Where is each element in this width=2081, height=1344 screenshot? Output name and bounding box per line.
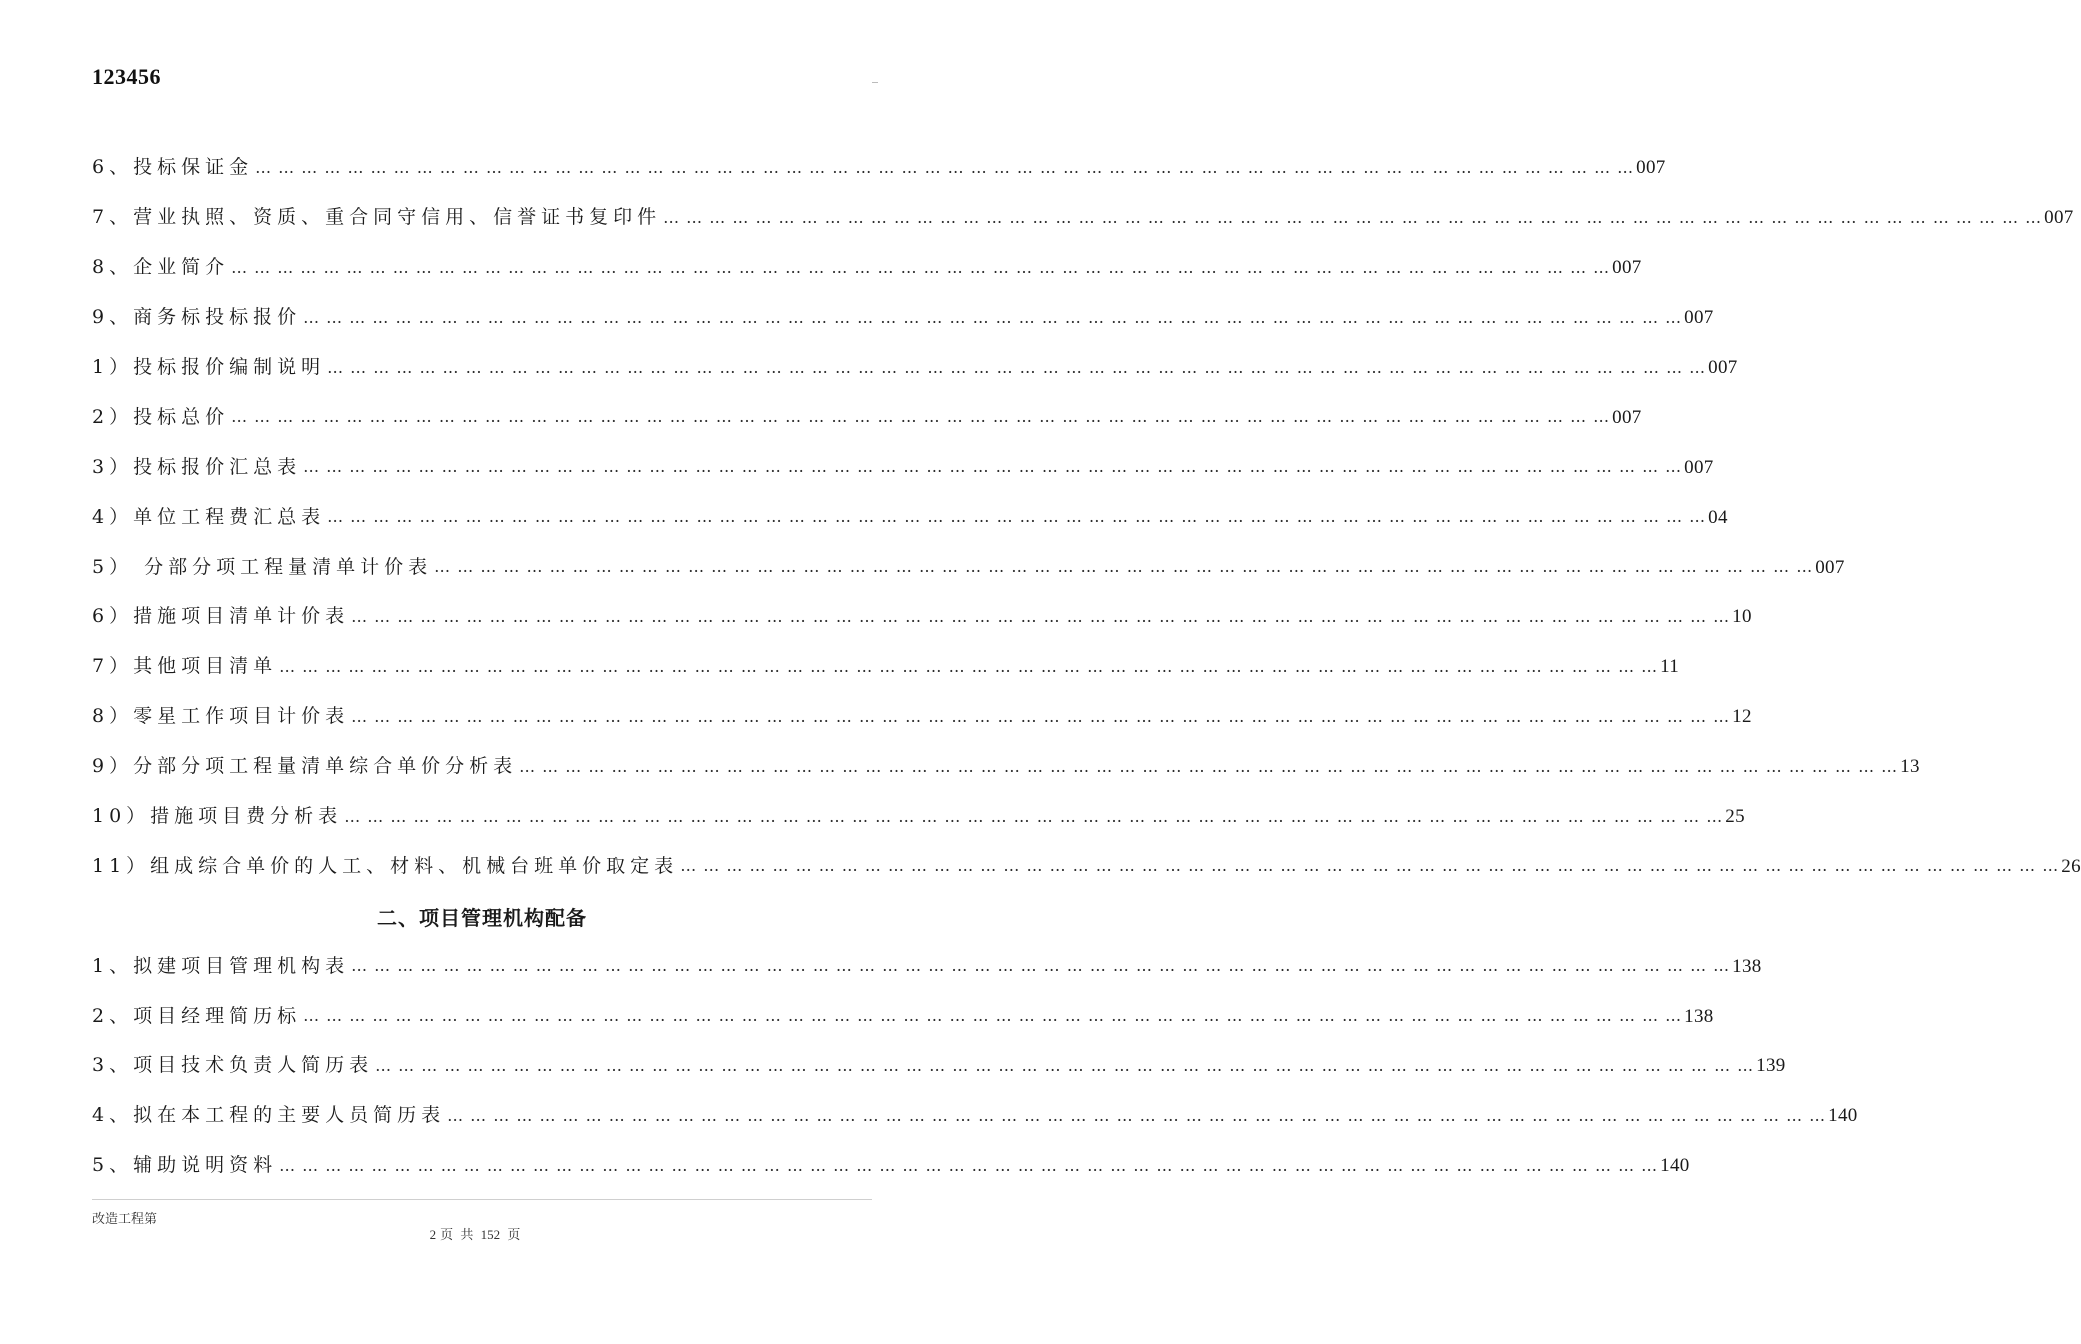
toc-entry[interactable]: [92, 991, 1714, 1041]
toc-entry-page: 007: [1612, 257, 1642, 279]
toc-dot-leader: … … … … … … … … … … … … … … … … … … … … … … … … … … … … … … … … … … … … … … … … … … … … … … … … … … … … … … … … … … … …: [231, 257, 1611, 277]
toc-dot-leader: … … … … … … … … … … … … … … … … … … … … … … … … … … … … … … … … … … … … … … … … … … … … … … … … … … … … … … … … … … … …: [279, 656, 1659, 676]
toc-entry[interactable]: [92, 392, 1642, 442]
toc-entry-page: 007: [1684, 456, 1714, 478]
toc-entry[interactable]: [92, 1141, 1690, 1191]
toc-entry[interactable]: [92, 692, 1752, 742]
toc-entry-label: 4）单位工程费汇总表: [92, 505, 326, 528]
toc-section-commercial: [92, 143, 2081, 891]
toc-entry[interactable]: [92, 442, 1714, 492]
toc-dot-leader: … … … … … … … … … … … … … … … … … … … … … … … … … … … … … … … … … … … … … … … … … … … … … … … … … … … … … … … … … … … …: [255, 157, 1635, 177]
toc-entry-page: 25: [1725, 806, 1745, 828]
footer-total-unit: 页: [507, 1227, 521, 1242]
footer-project-name: 改造工程第: [92, 1212, 158, 1227]
toc-entry-page: 13: [1900, 756, 1920, 778]
toc-entry-page: 12: [1732, 706, 1752, 728]
toc-entry-label: 7）其他项目清单: [92, 655, 278, 678]
toc-entry-page: 04: [1708, 506, 1728, 528]
table-of-contents: [92, 143, 2081, 1191]
toc-entry-label: 9、商务标投标报价: [92, 306, 302, 329]
toc-entry[interactable]: [92, 243, 1642, 293]
toc-entry-label: 2、项目经理简历标: [92, 1004, 302, 1027]
toc-entry[interactable]: [92, 1091, 1858, 1141]
toc-entry-page: 138: [1684, 1005, 1714, 1027]
toc-entry-label: 8、企业简介: [92, 256, 230, 279]
footer-current-page: 2: [429, 1227, 437, 1242]
toc-entry[interactable]: [92, 193, 2074, 243]
toc-section-management: [92, 941, 1858, 1190]
toc-entry[interactable]: [92, 792, 1745, 842]
toc-dot-leader: … … … … … … … … … … … … … … … … … … … … … … … … … … … … … … … … … … … … … … … … … … … … … … … … … … … … … … … … … … … …: [327, 507, 1707, 527]
toc-entry-page: 007: [1612, 406, 1642, 428]
toc-dot-leader: … … … … … … … … … … … … … … … … … … … … … … … … … … … … … … … … … … … … … … … … … … … … … … … … … … … … … … … … … … … …: [303, 457, 1683, 477]
toc-dot-leader: … … … … … … … … … … … … … … … … … … … … … … … … … … … … … … … … … … … … … … … … … … … … … … … … … … … … … … … … … … … …: [327, 357, 1707, 377]
document-id: 123456: [92, 64, 161, 89]
toc-dot-leader: … … … … … … … … … … … … … … … … … … … … … … … … … … … … … … … … … … … … … … … … … … … … … … … … … … … … … … … … … … … …: [351, 606, 1731, 626]
toc-entry[interactable]: [92, 293, 1714, 343]
toc-entry-page: 138: [1732, 955, 1762, 977]
toc-entry-label: 11）组成综合单价的人工、材料、机械台班单价取定表: [92, 854, 679, 877]
toc-entry-page: 10: [1732, 606, 1752, 628]
toc-entry-page: 139: [1756, 1055, 1786, 1077]
toc-entry[interactable]: [92, 592, 1752, 642]
toc-entry[interactable]: [92, 343, 1738, 393]
toc-dot-leader: … … … … … … … … … … … … … … … … … … … … … … … … … … … … … … … … … … … … … … … … … … … … … … … … … … … … … … … … … … … …: [303, 1006, 1683, 1026]
toc-dot-leader: … … … … … … … … … … … … … … … … … … … … … … … … … … … … … … … … … … … … … … … … … … … … … … … … … … … … … … … … … … … …: [279, 1155, 1659, 1175]
toc-entry-page: 007: [1815, 556, 1845, 578]
toc-entry-label: 10）措施项目费分析表: [92, 805, 343, 828]
toc-dot-leader: … … … … … … … … … … … … … … … … … … … … … … … … … … … … … … … … … … … … … … … … … … … … … … … … … … … … … … … … … … … …: [680, 856, 2060, 876]
section-heading: 二、项目管理机构配备: [377, 905, 587, 930]
toc-entry-page: 140: [1828, 1105, 1858, 1127]
toc-entry-label: 9）分部分项工程量清单综合单价分析表: [92, 755, 518, 778]
toc-entry-page: 007: [1684, 307, 1714, 329]
toc-entry-label: 6、投标保证金: [92, 156, 254, 179]
toc-entry-page: 11: [1660, 656, 1680, 678]
toc-entry-page: 007: [1636, 157, 1666, 179]
toc-dot-leader: … … … … … … … … … … … … … … … … … … … … … … … … … … … … … … … … … … … … … … … … … … … … … … … … … … … … … … … … … … … …: [351, 956, 1731, 976]
toc-entry[interactable]: [92, 742, 1920, 792]
toc-dot-leader: … … … … … … … … … … … … … … … … … … … … … … … … … … … … … … … … … … … … … … … … … … … … … … … … … … … … … … … … … … … …: [231, 407, 1611, 427]
toc-dot-leader: … … … … … … … … … … … … … … … … … … … … … … … … … … … … … … … … … … … … … … … … … … … … … … … … … … … … … … … … … … … …: [375, 1055, 1755, 1075]
corner-mark: [872, 82, 878, 83]
toc-dot-leader: … … … … … … … … … … … … … … … … … … … … … … … … … … … … … … … … … … … … … … … … … … … … … … … … … … … … … … … … … … … …: [519, 756, 1899, 776]
toc-entry-label: 8）零星工作项目计价表: [92, 705, 350, 728]
toc-entry-page: 140: [1660, 1155, 1690, 1177]
toc-dot-leader: … … … … … … … … … … … … … … … … … … … … … … … … … … … … … … … … … … … … … … … … … … … … … … … … … … … … … … … … … … … …: [663, 207, 2043, 227]
toc-entry[interactable]: [92, 1041, 1786, 1091]
toc-dot-leader: … … … … … … … … … … … … … … … … … … … … … … … … … … … … … … … … … … … … … … … … … … … … … … … … … … … … … … … … … … … …: [434, 557, 1814, 577]
toc-entry-label: 3、项目技术负责人简历表: [92, 1054, 374, 1077]
toc-entry[interactable]: [92, 841, 2081, 891]
toc-entry-page: 007: [1708, 357, 1738, 378]
footer-total-pages: 152: [480, 1227, 501, 1242]
toc-entry[interactable]: [92, 642, 1680, 692]
footer-page-number: [0, 1224, 950, 1243]
toc-dot-leader: … … … … … … … … … … … … … … … … … … … … … … … … … … … … … … … … … … … … … … … … … … … … … … … … … … … … … … … … … … … …: [447, 1105, 1827, 1125]
toc-entry-label: 5、辅助说明资料: [92, 1154, 278, 1177]
toc-entry-label: 3）投标报价汇总表: [92, 455, 302, 478]
toc-entry[interactable]: [92, 492, 1728, 542]
toc-dot-leader: … … … … … … … … … … … … … … … … … … … … … … … … … … … … … … … … … … … … … … … … … … … … … … … … … … … … … … … … … … … …: [351, 706, 1731, 726]
footer-page-unit: 页: [440, 1227, 454, 1242]
toc-entry-label: 2）投标总价: [92, 405, 230, 428]
toc-entry-label: 5） 分部分项工程量清单计价表: [92, 555, 433, 578]
footer-divider: [92, 1199, 872, 1200]
toc-entry-label: 1）投标报价编制说明: [92, 356, 326, 378]
toc-dot-leader: … … … … … … … … … … … … … … … … … … … … … … … … … … … … … … … … … … … … … … … … … … … … … … … … … … … … … … … … … … … …: [344, 806, 1724, 826]
toc-entry-label: 1、拟建项目管理机构表: [92, 954, 350, 977]
toc-entry-label: 4、拟在本工程的主要人员简历表: [92, 1104, 446, 1127]
toc-entry-page: 007: [2044, 207, 2074, 229]
toc-entry[interactable]: [92, 143, 1666, 193]
toc-entry-label: 6）措施项目清单计价表: [92, 605, 350, 628]
footer-total-prefix: 共: [460, 1227, 474, 1242]
toc-entry[interactable]: [92, 542, 1845, 592]
toc-entry-page: 26: [2061, 855, 2081, 877]
toc-dot-leader: … … … … … … … … … … … … … … … … … … … … … … … … … … … … … … … … … … … … … … … … … … … … … … … … … … … … … … … … … … … …: [303, 307, 1683, 327]
toc-entry[interactable]: [92, 941, 1762, 991]
toc-entry-label: 7、营业执照、资质、重合同守信用、信誉证书复印件: [92, 206, 662, 229]
